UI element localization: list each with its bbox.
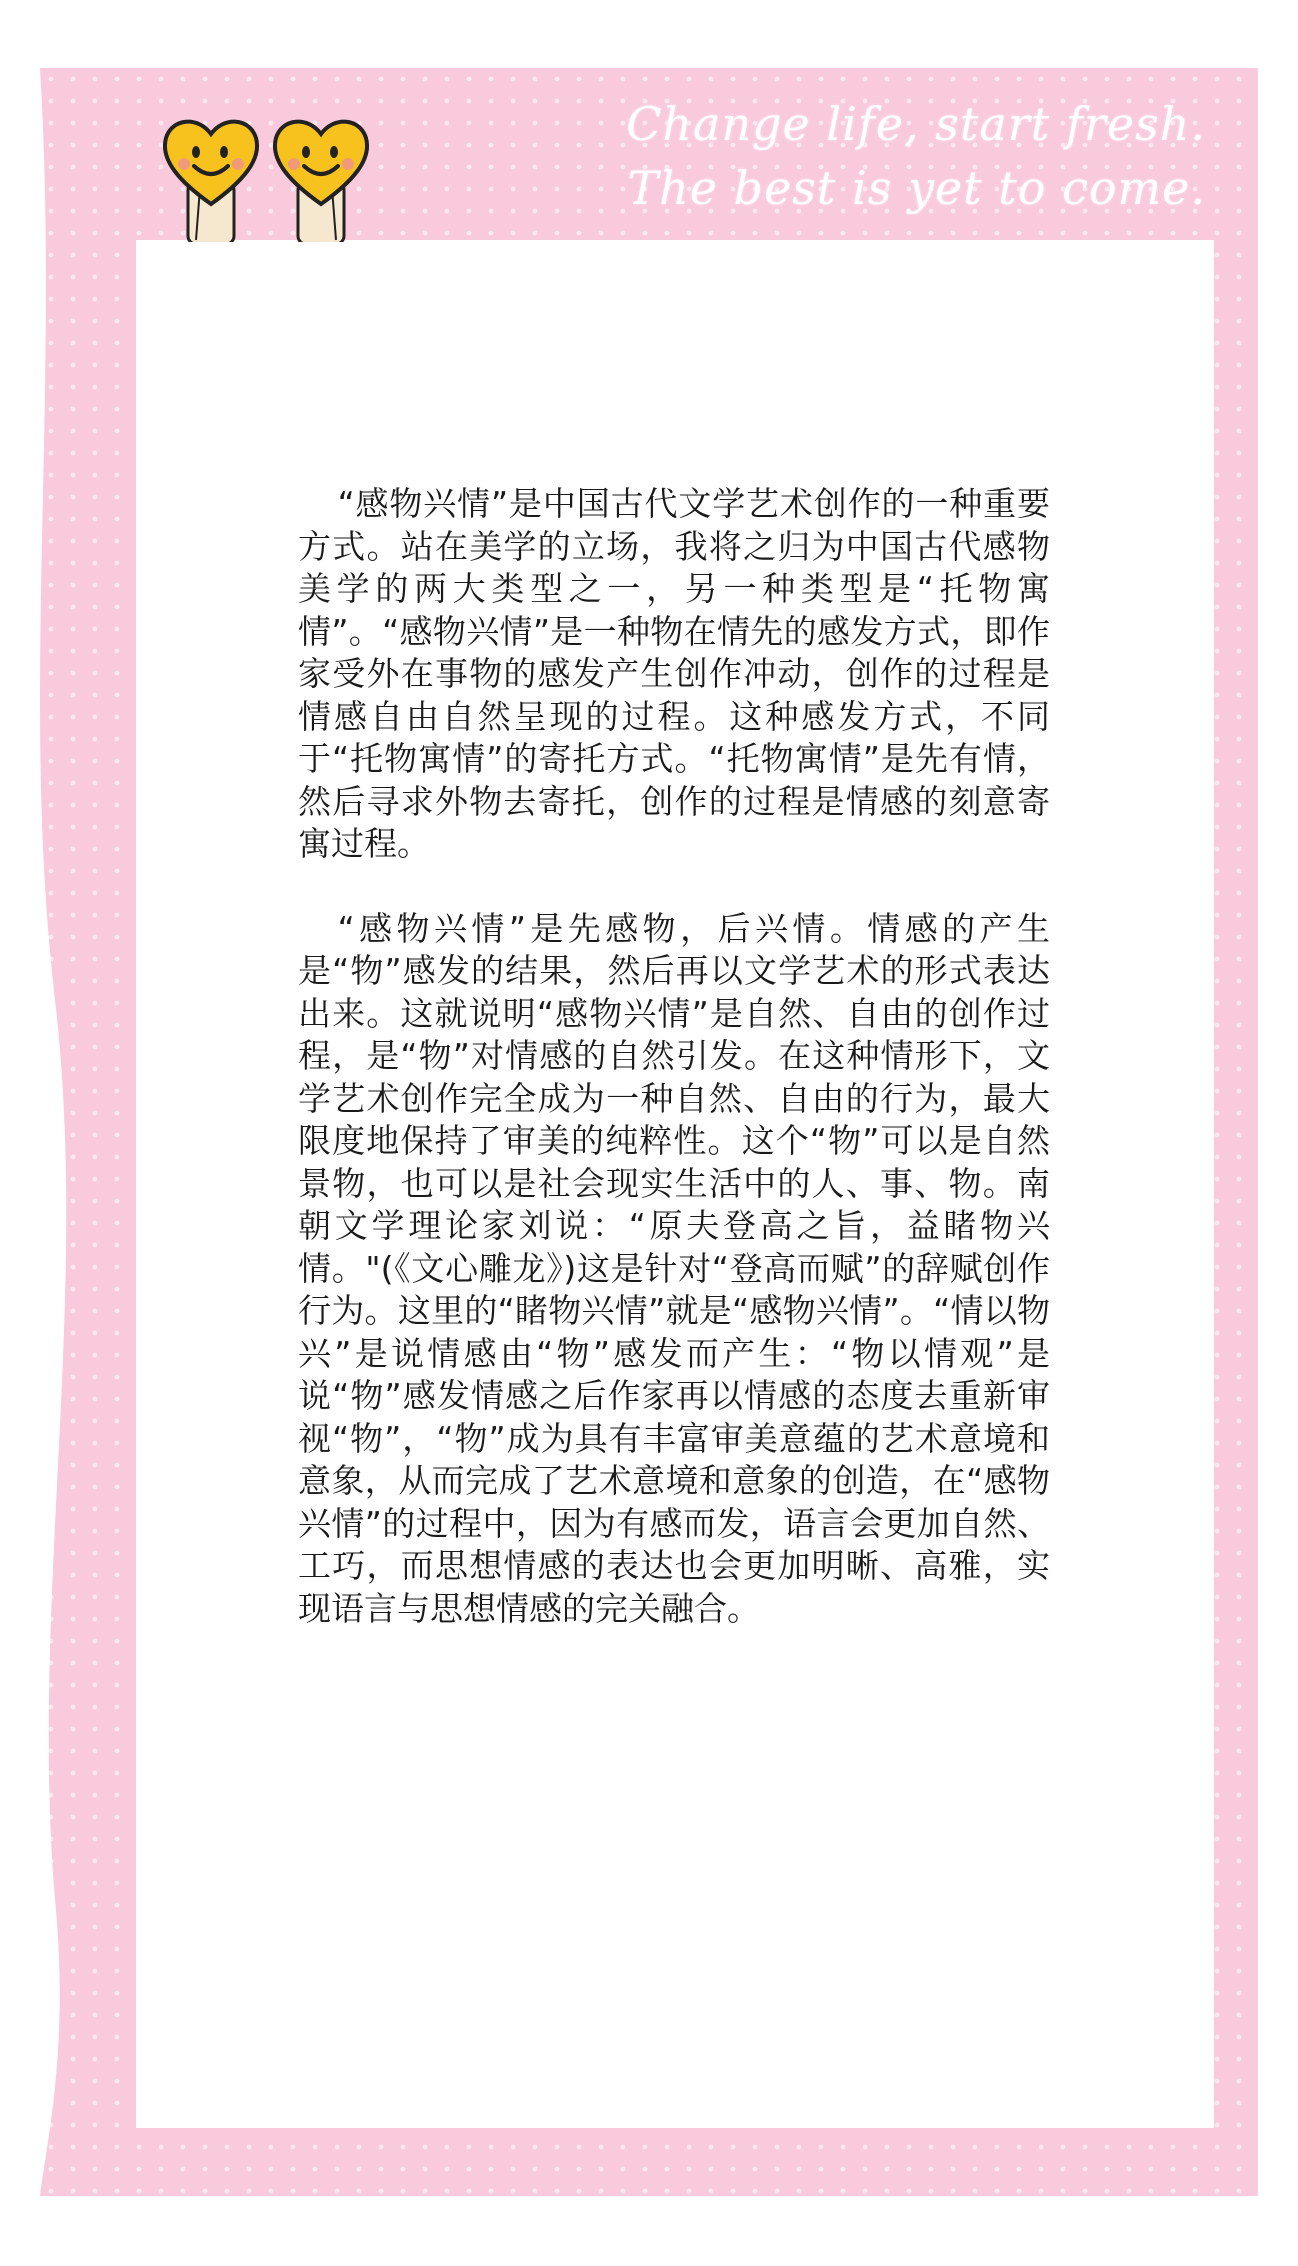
motto-line-1: Change life, start fresh. [626, 97, 1206, 151]
article-body [298, 483, 1050, 1630]
paragraph-1: “感物兴情”是中国古代文学艺术创作的一种重要方式。站在美学的立场，我将之归为中国古代感物美学的两大类型之一，另一种类型是“托物寓情”。“感物兴情”是一种物在情先的感发方式，即作家受外在事物的感发产生创作冲动，创作的过程是情感自由自然呈现的过程。这种感发方式，不同于“托物寓情”的寄托方式。“托物寓情”是先有情，然后寻求外物去寄托，创作的过程是情感的刻意寄寓过程。 [298, 484, 1050, 863]
motto-quote [626, 92, 1206, 220]
motto-line-2: The best is yet to come. [627, 161, 1206, 215]
smiley-heart-icon [160, 112, 390, 242]
paragraph-2: “感物兴情”是先感物，后兴情。情感的产生是“物”感发的结果，然后再以文学艺术的形式表达出来。这就说明“感物兴情”是自然、自由的创作过程，是“物”对情感的自然引发。在这种情形下，文学艺术创作完全成为一种自然、自由的行为，最大限度地保持了审美的纯粹性。这个“物”可以是自然景物，也可以是社会现实生活中的人、事、物。南朝文学理论家刘说：“原夫登高之旨，益睹物兴情。"(《文心雕龙》)这是针对“登高而赋”的辞赋创作行为。这里的“睹物兴情”就是“感物兴情”。“情以物兴”是说情感由“物”感发而产生：“物以情观”是说“物”感发情感之后作家再以情感的态度去重新审视“物”，“物”成为具有丰富审美意蕴的艺术意境和意象，从而完成了艺术意境和意象的创造，在“感物兴情”的过程中，因为有感而发，语言会更加自然、工巧，而思想情感的表达也会更加明晰、高雅，实现语言与思想情感的完关融合。 [298, 908, 1050, 1628]
